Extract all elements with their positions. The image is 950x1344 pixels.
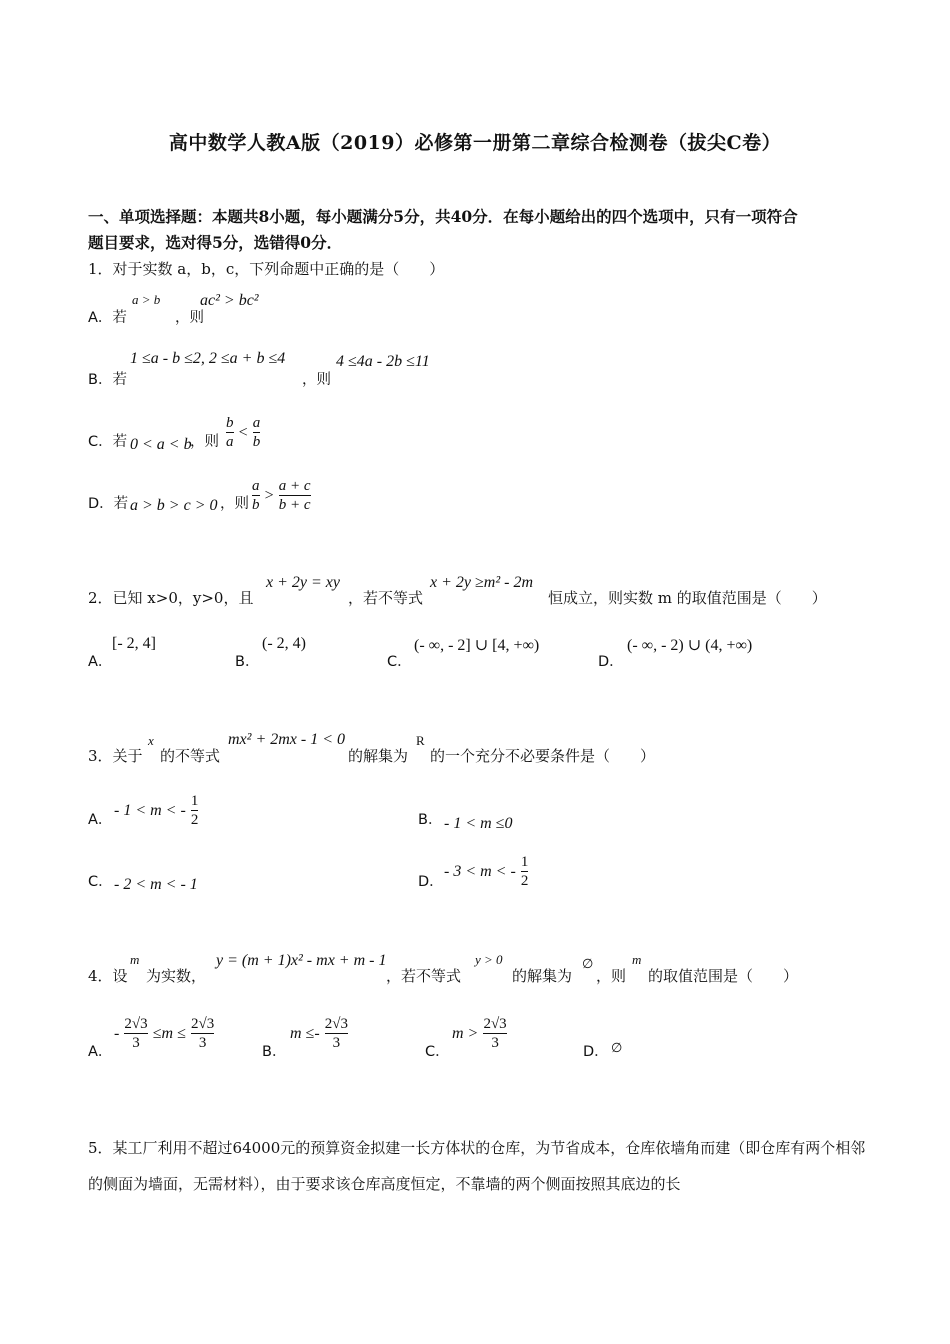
fraction: $\frac{2√3}{3}$ (124, 1016, 148, 1051)
q3-variable-x: x (148, 733, 154, 748)
q1-option-c-result: $\frac{b}{a}$ < $\frac{a}{b}$ (226, 415, 261, 450)
q5-text: 5．某工厂利用不超过64000元的预算资金拟建一长方体状的仓库，为节省成本，仓库依墙角而建（即仓库有两个相邻的侧面为墙面，无需材料），由于要求该仓库高度恒定，不靠墙的两个侧面按照其底边的长 (88, 1139, 866, 1193)
q1-option-b-result: 4 ≤4a - 2b ≤11 (336, 353, 430, 370)
q1-option-c-mid: ，则 (190, 434, 219, 450)
fraction: $\frac{2√3}{3}$ (190, 1016, 215, 1051)
q1-stem: 1．对于实数 a，b，c，下列命题中正确的是（ ） (88, 260, 445, 278)
q1-option-b-mid: ，则 (302, 372, 331, 388)
q4-variable-m2: m (632, 952, 642, 967)
q3-inequality: mx² + 2mx - 1 < 0 (228, 731, 346, 748)
q3-option-a-value: - 1 < m < - $\frac{1}{2}$ (114, 793, 199, 828)
q2-option-c-value: (- ∞, - 2] ∪ [4, +∞) (414, 637, 540, 654)
q2-equation: x + 2y = xy (266, 574, 340, 591)
q1-option-c-cond: 0 < a < b (130, 436, 192, 453)
q2-stem-part3: 恒成立，则实数 m 的取值范围是（ ） (548, 589, 827, 607)
page-title: 高中数学人教A版（2019）必修第一册第二章综合检测卷（拔尖C卷） (168, 132, 782, 154)
fraction: $\frac{a}{b}$ (252, 478, 260, 513)
q1-option-d-mid: ，则 (220, 496, 249, 512)
q1-option-b-cond: 1 ≤a - b ≤2, 2 ≤a + b ≤4 (130, 350, 286, 367)
fraction: $\frac{2√3}{3}$ (324, 1016, 348, 1051)
q2-stem-part2: ，若不等式 (348, 589, 424, 607)
q3-option-c-label: C． (88, 874, 113, 890)
q4-variable-m: m (130, 952, 140, 967)
q4-option-c-value: m > $\frac{2√3}{3}$ (452, 1016, 507, 1051)
q3-option-c-value: - 2 < m < - 1 (114, 876, 198, 893)
q3-stem-part1: 3．关于 (88, 747, 143, 765)
q4-option-a-value: - $\frac{2√3}{3}$ ≤m ≤ $\frac{2√3}{3}$ (114, 1016, 215, 1051)
q2-stem-part1: 2．已知 x>0，y>0，且 (88, 589, 254, 607)
q4-option-b-value: m ≤- $\frac{2√3}{3}$ (290, 1016, 348, 1051)
q1-option-a-label: A．若 (88, 310, 127, 326)
q4-inequality: y > 0 (475, 952, 503, 967)
q1-option-a-result: ac² > bc² (200, 292, 259, 309)
q2-option-b-value: (- 2, 4) (262, 635, 306, 652)
q4-stem-part5: ，则 (596, 967, 627, 985)
q4-stem-part1: 4．设 (88, 967, 128, 985)
q2-option-d-label: D． (598, 654, 624, 670)
q2-option-d-value: (- ∞, - 2) ∪ (4, +∞) (627, 637, 753, 654)
q3-option-d-value: - 3 < m < - $\frac{1}{2}$ (444, 854, 529, 889)
q1-option-c-label: C．若 (88, 434, 128, 450)
q4-function: y = (m + 1)x² - mx + m - 1 (216, 952, 387, 969)
q4-stem-part6: 的取值范围是（ ） (648, 967, 799, 985)
q1-option-a-mid: ，则 (175, 310, 204, 326)
q3-set-r: R (416, 733, 425, 748)
q2-option-c-label: C． (387, 654, 412, 670)
q2-option-a-value: [- 2, 4] (112, 635, 156, 652)
q3-option-b-value: - 1 < m ≤0 (444, 815, 513, 832)
q4-stem-part2: 为实数， (146, 967, 207, 985)
fraction: $\frac{b}{a}$ (226, 415, 234, 450)
q4-option-d-label: D． (583, 1044, 609, 1060)
q4-option-d-value: ∅ (611, 1040, 623, 1055)
section-heading-line1: 一、单项选择题：本题共8小题，每小题满分5分，共40分．在每小题给出的四个选项中，只有一项符合 (88, 207, 798, 226)
q3-stem-part4: 的一个充分不必要条件是（ ） (430, 747, 656, 765)
q3-stem-part3: 的解集为 (348, 747, 409, 765)
q1-option-d-result: $\frac{a}{b}$ > $\frac{a + c}{b + c}$ (252, 478, 311, 513)
fraction: $\frac{a + c}{b + c}$ (278, 478, 311, 513)
q3-option-d-label: D． (418, 874, 444, 890)
q2-option-a-label: A． (88, 654, 113, 670)
fraction: $\frac{1}{2}$ (190, 793, 199, 828)
q4-stem-part4: 的解集为 (512, 967, 573, 985)
q1-option-d-cond: a > b > c > 0 (130, 497, 218, 514)
q4-option-a-label: A． (88, 1044, 113, 1060)
q4-option-b-label: B． (262, 1044, 287, 1060)
fraction: $\frac{2√3}{3}$ (483, 1016, 507, 1051)
q4-empty-set: ∅ (582, 956, 594, 971)
fraction: $\frac{1}{2}$ (520, 854, 529, 889)
q4-option-c-label: C． (425, 1044, 450, 1060)
q3-option-a-label: A． (88, 812, 113, 828)
q1-option-a-cond: a > b (132, 292, 161, 307)
q2-inequality: x + 2y ≥m² - 2m (430, 574, 534, 591)
q2-option-b-label: B． (235, 654, 260, 670)
q1-option-d-label: D．若 (88, 496, 129, 512)
q3-stem-part2: 的不等式 (160, 747, 221, 765)
q3-option-b-label: B． (418, 812, 443, 828)
fraction: $\frac{a}{b}$ (252, 415, 261, 450)
q4-stem-part3: ，若不等式 (386, 967, 462, 985)
section-heading-line2: 题目要求，选对得5分，选错得0分． (88, 233, 343, 252)
q1-option-b-label: B．若 (88, 372, 127, 388)
